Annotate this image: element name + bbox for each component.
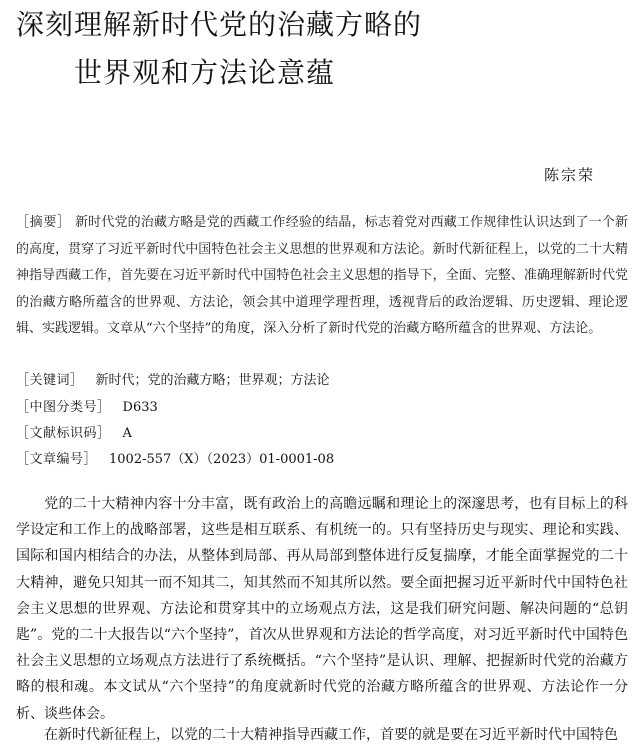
article-title-line-2: 世界观和方法论意蕴 [74,56,336,89]
article-id-value: 1002-557（X）（2023）01-0001-08 [109,452,335,467]
clc-number-value: D633 [122,400,158,415]
article-id-row [16,448,334,467]
author-name: 陈宗荣 [543,166,595,184]
body-paragraph-1-text: 党的二十大精神内容十分丰富，既有政治上的高瞻远瞩和理论上的深邃思考，也有目标上的科学设定和工作上的战略部署，这些是相互联系、有机统一的。只有坚持历史与现实、理论和实践、国际和国内相结合的办法，从整体到局部、再从局部到整体进行反复揣摩，才能全面掌握党的二十大精神，避免只知其一而不知其二，知其然而不知其所以然。要全面把握习近平新时代中国特色社会主义思想的世界观、方法论和贯穿其中的立场观点方法，这是我们研究问题、解决问题的“总钥匙”。党的二十大报告以“六个坚持”，首次从世界观和方法论的哲学高度，对习近平新时代中国特色社会主义思想的立场观点方法进行了系统概括。“六个坚持”是认识、理解、把握新时代党的治藏方略的根和魂。本文试从“六个坚持”的角度就新时代党的治藏方略所蕴含的世界观、方法论作一分析、谈些体会。 [16,496,628,722]
abstract-text: 新时代党的治藏方略是党的西藏工作经验的结晶，标志着党对西藏工作规律性认识达到了一个新的高度，贯穿了习近平新时代中国特色社会主义思想的世界观和方法论。新时代新征程上，以党的二十大精神指导西藏工作，首先要在习近平新时代中国特色社会主义思想的指导下，全面、完整、准确理解新时代党的治藏方略所蕴含的世界观、方法论，领会其中道理学理哲理，透视背后的政治逻辑、历史逻辑、理论逻辑、实践逻辑。文章从“六个坚持”的角度，深入分析了新时代党的治藏方略所蕴含的世界观、方法论。 [16,215,628,337]
keywords-value: 新时代；党的治藏方略；世界观；方法论 [95,373,330,388]
abstract-block [16,210,628,343]
clc-number-row [16,396,158,415]
article-title-line-1: 深刻理解新时代党的治藏方略的 [16,8,423,41]
document-code-tag: ［文献标识码］ [16,426,111,441]
article-id-tag: ［文章编号］ [16,452,98,467]
body-paragraph-2 [16,722,628,748]
document-code-row [16,422,132,441]
document-code-value: A [122,426,132,441]
abstract-tag: ［摘要］ [16,215,71,230]
body-paragraph-2-text: 在新时代新征程上，以党的二十大精神指导西藏工作，首要的就是要在习近平新时代中国特色 [44,727,618,743]
keywords-row [16,369,330,388]
body-paragraph-1 [16,491,628,727]
keywords-tag: ［关键词］ [16,373,84,388]
clc-number-tag: ［中图分类号］ [16,400,111,415]
